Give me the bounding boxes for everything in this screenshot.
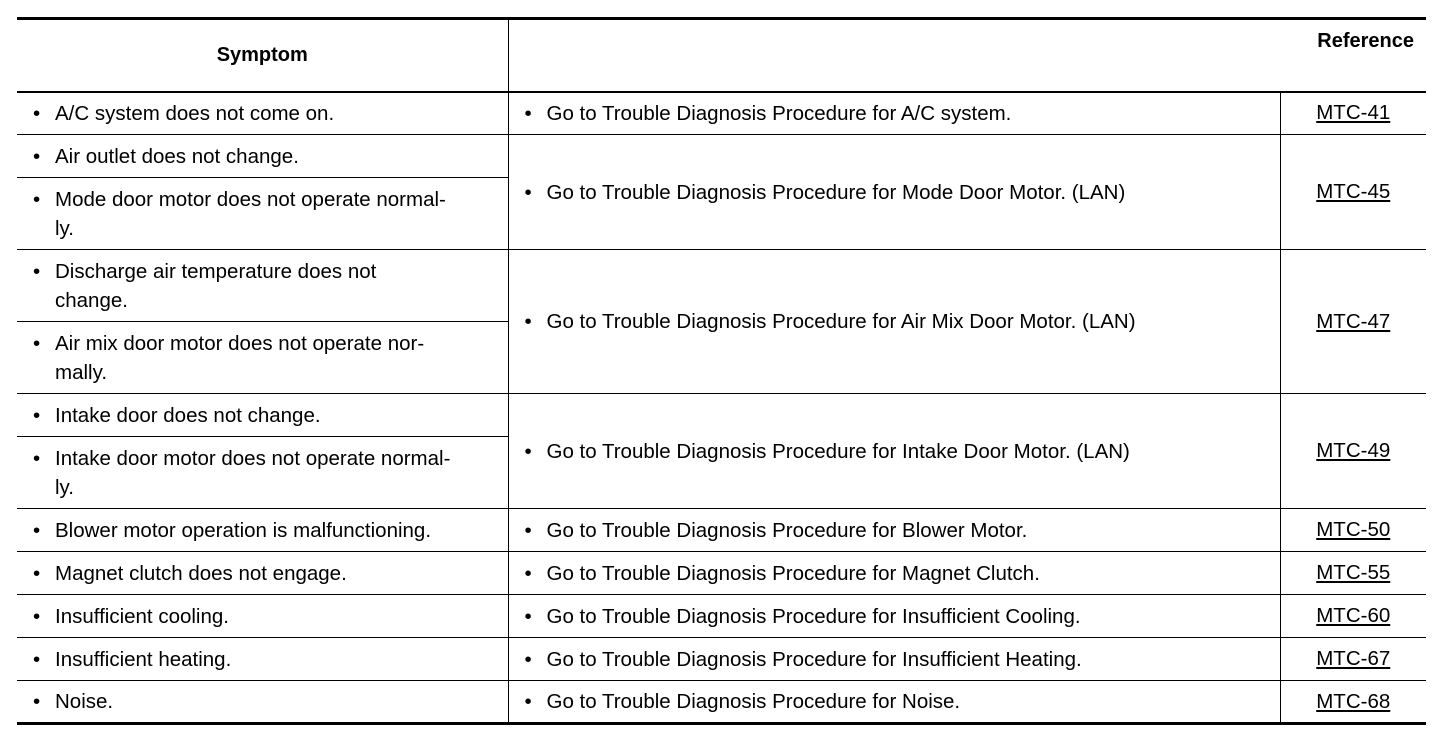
procedure-cell: [508, 509, 1280, 552]
reference-link[interactable]: MTC-45: [1316, 180, 1391, 203]
bullet-glyph: •: [33, 518, 41, 542]
procedure-text: Go to Trouble Diagnosis Procedure for Intake Door Motor. (LAN): [546, 439, 1130, 463]
symptom-text: A/C system does not come on.: [55, 101, 335, 125]
symptom-cell: [17, 394, 508, 437]
table-row: [17, 92, 1426, 135]
procedure-cell: [508, 250, 1280, 394]
procedure-cell: [508, 92, 1280, 135]
symptom-table: [17, 17, 1426, 725]
procedure-cell: [508, 681, 1280, 724]
table-row: [17, 394, 1426, 437]
bullet-glyph: •: [33, 446, 41, 470]
reference-cell: [1280, 552, 1426, 595]
symptom-cell: [17, 250, 508, 322]
bullet-glyph: •: [524, 518, 532, 542]
procedure-text: Go to Trouble Diagnosis Procedure for A/C system.: [546, 101, 1012, 125]
symptom-text: Intake door does not change.: [55, 403, 321, 427]
procedure-cell: [508, 595, 1280, 638]
reference-link[interactable]: MTC-67: [1316, 647, 1391, 670]
symptom-cell: [17, 595, 508, 638]
symptom-text: Noise.: [55, 690, 114, 713]
procedure-text: Go to Trouble Diagnosis Procedure for Air Mix Door Motor. (LAN): [546, 310, 1136, 333]
bullet-glyph: •: [524, 439, 532, 463]
reference-link[interactable]: MTC-47: [1316, 309, 1391, 333]
bullet-glyph: •: [524, 604, 532, 628]
symptom-cell: [17, 92, 508, 135]
symptom-header: Symptom: [17, 19, 508, 92]
reference-link[interactable]: MTC-55: [1316, 561, 1391, 584]
symptom-cell: [17, 135, 508, 178]
table-row: [17, 638, 1426, 681]
symptom-cell: [17, 178, 508, 250]
symptom-text: Air outlet does not change.: [55, 144, 299, 168]
reference-cell: [1280, 250, 1426, 394]
symptom-cell: [17, 681, 508, 724]
reference-cell: [1280, 394, 1426, 509]
table-header-row: [17, 19, 1426, 92]
reference-cell: [1280, 509, 1426, 552]
reference-link[interactable]: MTC-50: [1316, 518, 1391, 541]
reference-link[interactable]: MTC-68: [1316, 689, 1391, 713]
bullet-glyph: •: [33, 403, 41, 427]
symptom-text: Insufficient heating.: [55, 647, 232, 671]
procedure-text: Go to Trouble Diagnosis Procedure for Insufficient Cooling.: [546, 604, 1081, 628]
table-row: [17, 135, 1426, 178]
symptom-cell: [17, 437, 508, 509]
reference-link[interactable]: MTC-49: [1316, 439, 1391, 462]
table-row: [17, 595, 1426, 638]
procedure-cell: [508, 135, 1280, 250]
procedure-text: Go to Trouble Diagnosis Procedure for Mode Door Motor. (LAN): [546, 180, 1126, 204]
reference-link[interactable]: MTC-41: [1316, 101, 1391, 125]
bullet-glyph: •: [33, 259, 41, 283]
bullet-glyph: •: [33, 331, 41, 355]
reference-cell: [1280, 135, 1426, 250]
bullet-glyph: •: [524, 690, 532, 713]
procedure-cell: [508, 552, 1280, 595]
bullet-glyph: •: [33, 101, 41, 125]
symptom-text: Insufficient cooling.: [55, 604, 229, 628]
procedure-cell: [508, 394, 1280, 509]
bullet-glyph: •: [33, 144, 41, 168]
procedure-cell: [508, 638, 1280, 681]
symptom-text: Air mix door motor does not operate nor- mally.: [55, 331, 425, 384]
bullet-glyph: •: [524, 561, 532, 585]
symptom-cell: [17, 638, 508, 681]
bullet-glyph: •: [524, 647, 532, 671]
bullet-glyph: •: [33, 561, 41, 585]
reference-cell: [1280, 638, 1426, 681]
bullet-glyph: •: [33, 647, 41, 671]
reference-cell: [1280, 92, 1426, 135]
symptom-cell: [17, 322, 508, 394]
table-row: [17, 552, 1426, 595]
bullet-glyph: •: [33, 604, 41, 628]
table-row: [17, 250, 1426, 322]
reference-cell: [1280, 595, 1426, 638]
reference-link[interactable]: MTC-60: [1316, 604, 1391, 627]
symptom-text: Magnet clutch does not engage.: [55, 561, 347, 585]
symptom-cell: [17, 552, 508, 595]
bullet-glyph: •: [524, 101, 532, 125]
reference-header: Reference: [508, 19, 1426, 92]
symptom-text: Blower motor operation is malfunctioning.: [55, 518, 432, 542]
symptom-text: Intake door motor does not operate normal- ly.: [55, 446, 451, 499]
table-row: [17, 681, 1426, 724]
symptom-text: Mode door motor does not operate normal- ly.: [55, 187, 446, 240]
bullet-glyph: •: [33, 690, 41, 713]
table-row: [17, 509, 1426, 552]
bullet-glyph: •: [524, 310, 532, 333]
reference-cell: [1280, 681, 1426, 724]
procedure-text: Go to Trouble Diagnosis Procedure for Noise.: [546, 690, 961, 713]
symptom-cell: [17, 509, 508, 552]
procedure-text: Go to Trouble Diagnosis Procedure for Blower Motor.: [546, 518, 1028, 542]
bullet-glyph: •: [33, 187, 41, 211]
symptom-text: Discharge air temperature does not change.: [55, 259, 377, 312]
bullet-glyph: •: [524, 180, 532, 204]
procedure-text: Go to Trouble Diagnosis Procedure for Magnet Clutch.: [546, 561, 1040, 585]
procedure-text: Go to Trouble Diagnosis Procedure for Insufficient Heating.: [546, 647, 1082, 671]
